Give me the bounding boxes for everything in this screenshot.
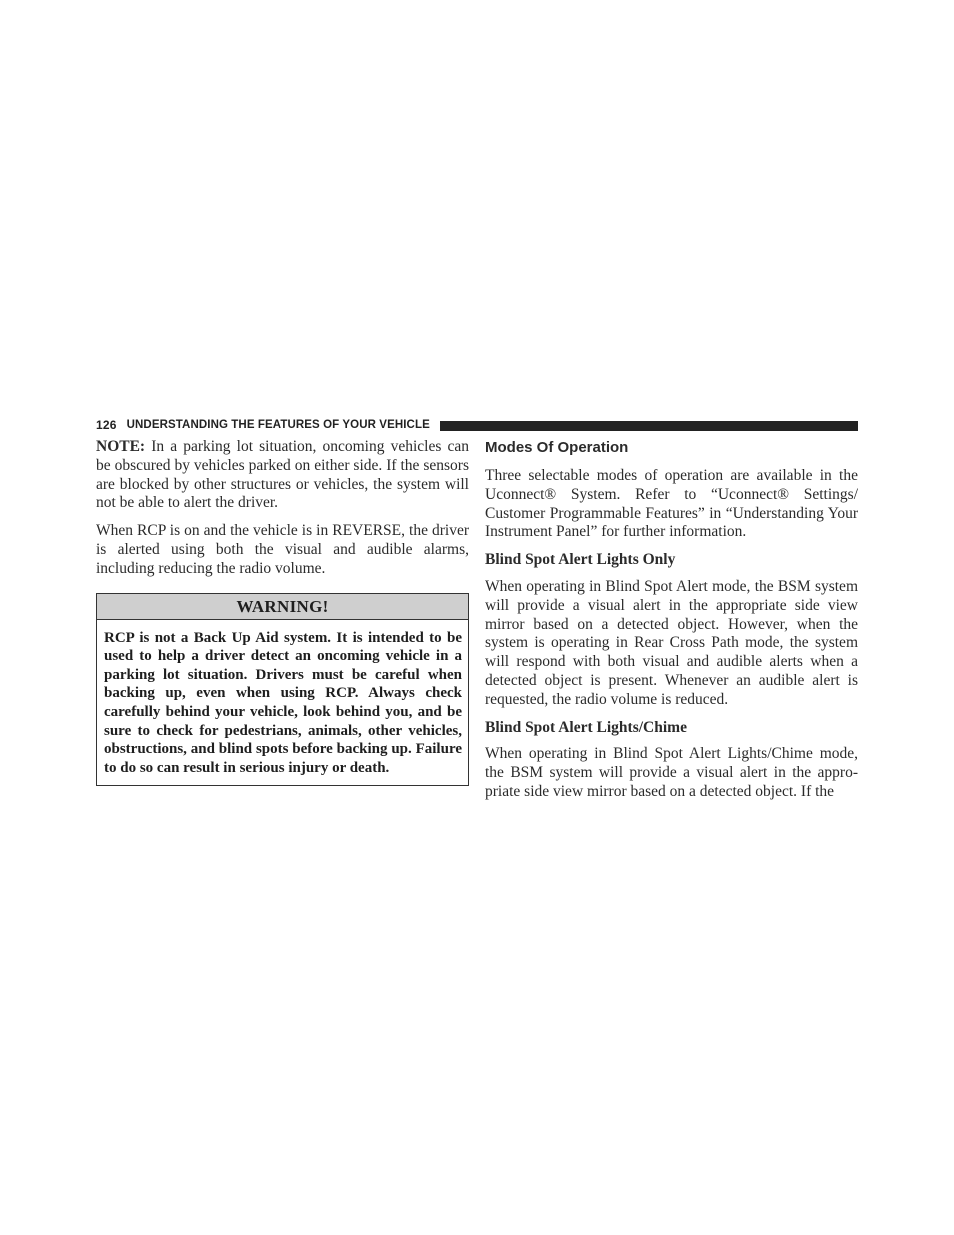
section-title: Modes Of Operation xyxy=(485,439,629,456)
warning-box xyxy=(96,593,469,787)
rcp-reverse-paragraph: When RCP is on and the vehicle is in REVERSE, the driver is alerted using both the visual and audible alarms, including reducing the radio volume. xyxy=(96,522,469,577)
subheading-lights-chime: Blind Spot Alert Lights/Chime xyxy=(485,718,687,736)
left-column xyxy=(96,438,469,786)
page-number: 126 xyxy=(96,418,117,432)
note-label: NOTE: xyxy=(96,438,146,455)
page-header xyxy=(96,417,858,433)
note-paragraph xyxy=(96,438,469,513)
warning-title: WARNING! xyxy=(97,594,468,620)
header-rule xyxy=(440,421,858,431)
lights-only-paragraph: When operating in Blind Spot Alert mode, the BSM system will provide a visual alert in the appropriate side view mirror based on a detected object. However, when the system is operating in Rear Cross Path mode, the system will respond with both visual and audible alerts when a detected object is present. Whenever an audible alert is requested, the radio volume is reduced. xyxy=(485,577,858,708)
subheading-lights-only: Blind Spot Alert Lights Only xyxy=(485,551,676,569)
right-column xyxy=(485,438,858,811)
warning-text: RCP is not a Back Up Aid system. It is intended to be used to help a driver detect an oncoming vehicle in a parking lot situation. Drivers must be careful when backing up, even when using RCP. Always check carefully behind your vehicle, look behind you, and be sure to check for pedestrians, animals, other vehicles, obstructions, and blind spots before backing up. Failure to do so can result in serious injury or death. xyxy=(104,629,462,776)
note-text: In a parking lot situation, oncoming vehicles can be obscured by vehicles parked on either side. If the sensors are blocked by other structures or vehicles, the system will not be able to alert the driver. xyxy=(96,438,469,512)
lights-chime-paragraph: When operating in Blind Spot Alert Lights/Chime mode, the BSM system will provide a visual alert in the appropriate side view mirror based on a detected object. If the xyxy=(485,745,858,800)
modes-intro-paragraph: Three selectable modes of operation are available in the Uconnect® System. Refer to “Uconnect® Settings/ Customer Programmable Features” in “Understanding Your Instrument Panel” for further information. xyxy=(485,467,858,541)
chapter-title: UNDERSTANDING THE FEATURES OF YOUR VEHICLE xyxy=(126,419,430,431)
